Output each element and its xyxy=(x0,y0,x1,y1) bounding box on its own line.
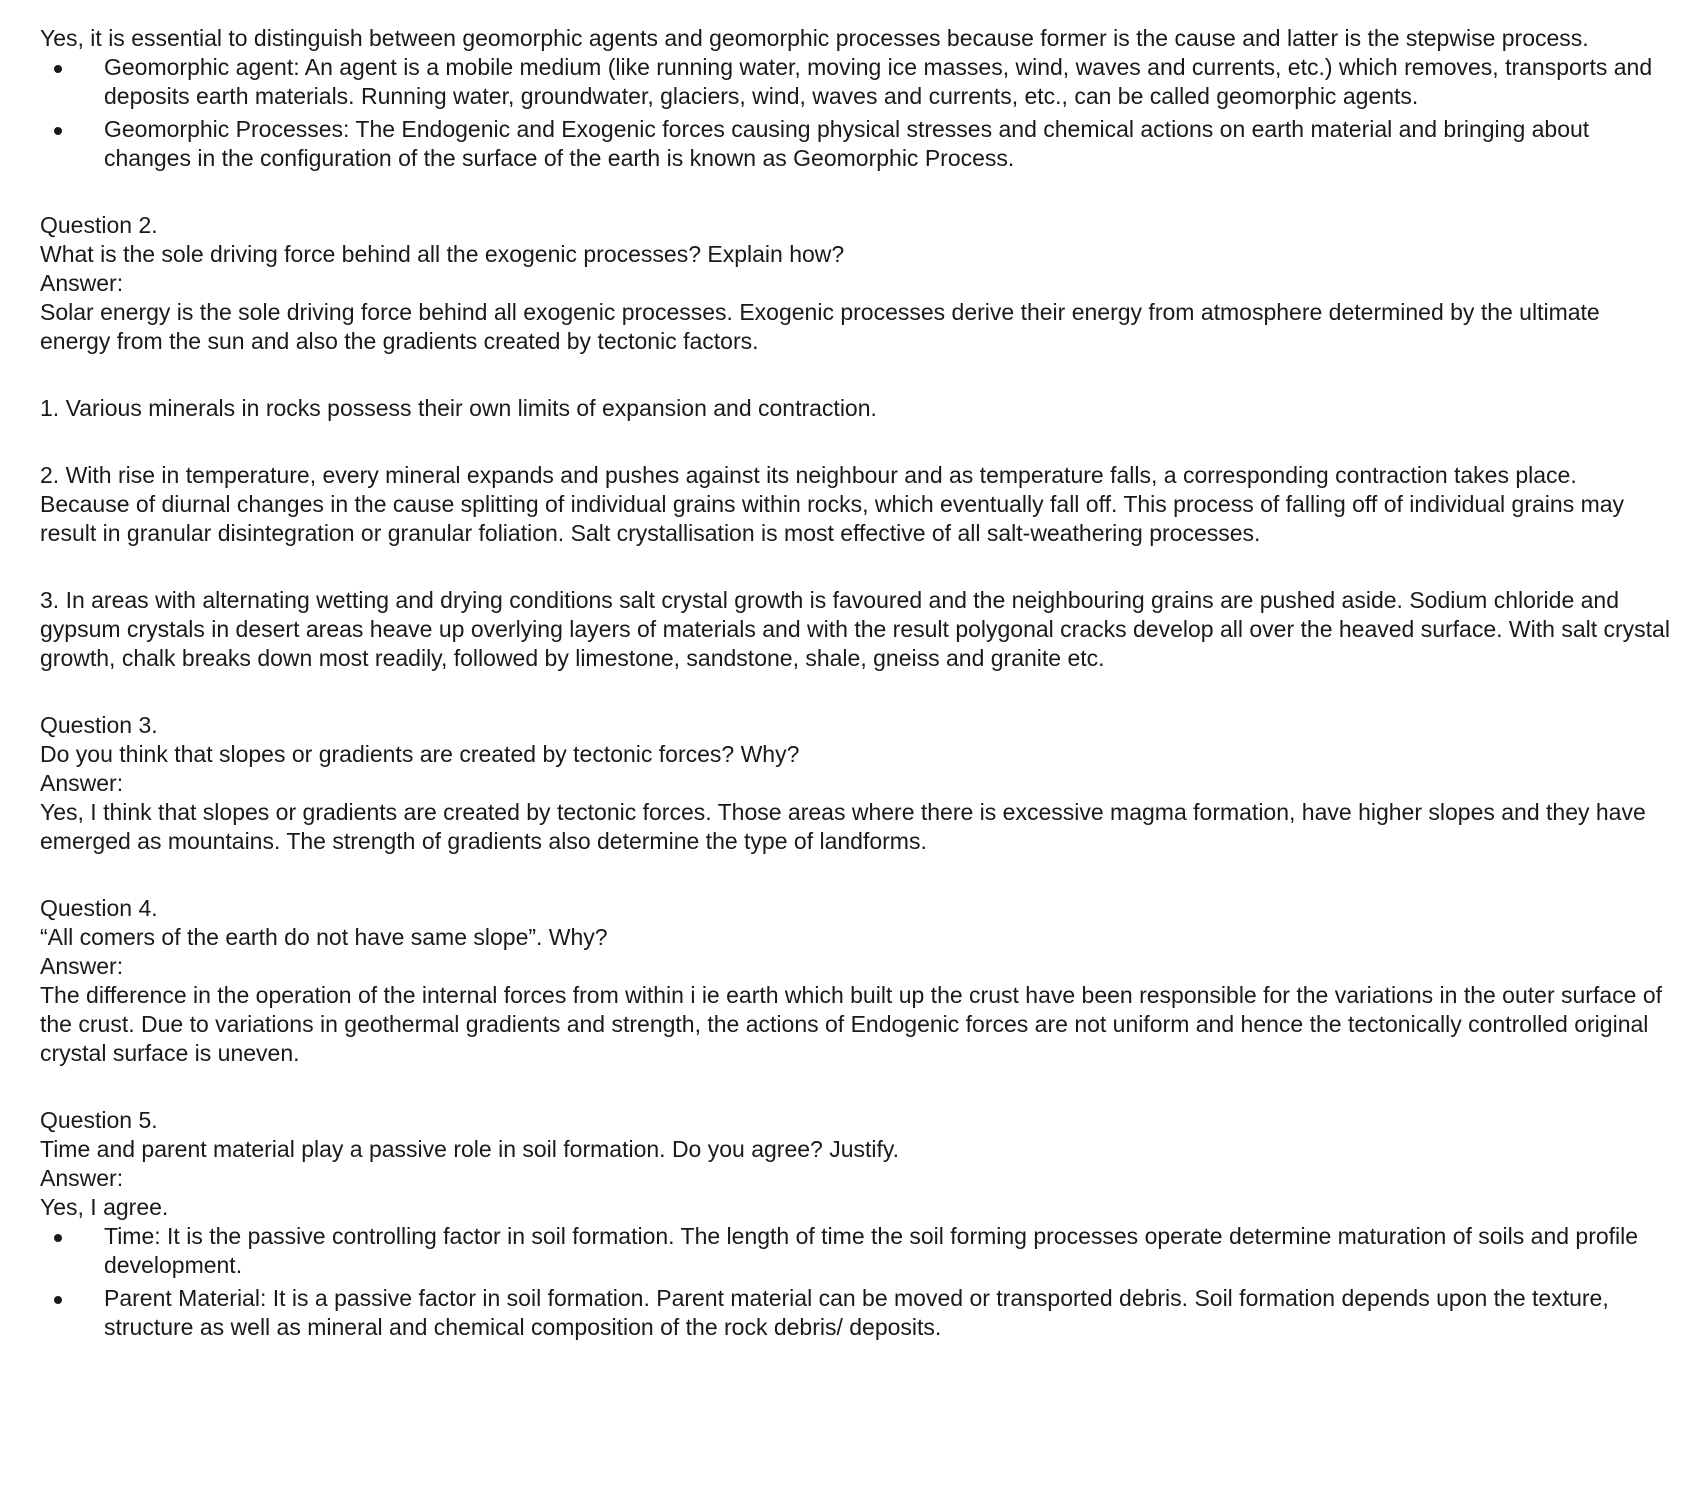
bullet-item-geomorphic-agent xyxy=(40,53,1670,111)
intro-paragraph: Yes, it is essential to distinguish between geomorphic agents and geomorphic processes because former is the cause and latter is the stepwise process. xyxy=(40,25,1589,51)
question-3-answer: Yes, I think that slopes or gradients are created by tectonic forces. Those areas where there is excessive magma formation, have higher slopes and they have emerged as mountains. The strength of gradients also determine the type of landforms. xyxy=(40,799,1646,854)
question-2-text: What is the sole driving force behind all the exogenic processes? Explain how? xyxy=(40,241,845,267)
question-5-text: Time and parent material play a passive role in soil formation. Do you agree? Justify. xyxy=(40,1136,900,1162)
question-2-answer-label: Answer: xyxy=(40,270,124,296)
question-4-section xyxy=(40,894,1670,1068)
question-2-point-1: 1. Various minerals in rocks possess their own limits of expansion and contraction. xyxy=(40,395,877,421)
question-4-text: “All comers of the earth do not have same slope”. Why? xyxy=(40,924,608,950)
question-3-answer-label: Answer: xyxy=(40,770,124,796)
question-3-text: Do you think that slopes or gradients are created by tectonic forces? Why? xyxy=(40,741,800,767)
question-2-point-2: 2. With rise in temperature, every mineral expands and pushes against its neighbour and as temperature falls, a corresponding contraction takes place. Because of diurnal changes in the cause splitting of individual grains within rocks, which eventually fall off. This process of falling off of individual grains may result in granular disintegration or granular foliation. Salt crystallisation is most effective of all salt-weathering processes. xyxy=(40,462,1625,546)
question-2-answer: Solar energy is the sole driving force behind all exogenic processes. Exogenic processes derive their energy from atmosphere determined by the ultimate energy from the sun and also the gradients created by tectonic factors. xyxy=(40,299,1600,354)
question-4-answer: The difference in the operation of the internal forces from within i ie earth which built up the crust have been responsible for the variations in the outer surface of the crust. Due to variations in geothermal gradients and strength, the actions of Endogenic forces are not uniform and hence the tectonically controlled original crystal surface is uneven. xyxy=(40,982,1662,1066)
document-page xyxy=(40,24,1670,1346)
question-5-answer: Yes, I agree. xyxy=(40,1194,169,1220)
question-2-section xyxy=(40,211,1670,673)
bullet-icon xyxy=(54,1234,62,1242)
bullet-text: Geomorphic agent: An agent is a mobile medium (like running water, moving ice masses, wind, waves and currents, etc.) which removes, transports and deposits earth materials. Running water, groundwater, glaciers, wind, waves and currents, etc., can be called geomorphic agents. xyxy=(104,54,1653,109)
bullet-item-geomorphic-processes xyxy=(40,115,1670,173)
intro-bullet-list xyxy=(40,53,1670,173)
question-4-label: Question 4. xyxy=(40,895,158,921)
bullet-icon xyxy=(54,1296,62,1304)
bullet-item-parent-material xyxy=(40,1284,1670,1342)
question-3-label: Question 3. xyxy=(40,712,158,738)
question-5-bullet-list xyxy=(40,1222,1670,1342)
question-2-label: Question 2. xyxy=(40,212,158,238)
question-5-label: Question 5. xyxy=(40,1107,158,1133)
question-5-section xyxy=(40,1106,1670,1342)
bullet-icon xyxy=(54,65,62,73)
bullet-item-time xyxy=(40,1222,1670,1280)
bullet-text: Time: It is the passive controlling factor in soil formation. The length of time the soil forming processes operate determine maturation of soils and profile development. xyxy=(104,1223,1639,1278)
question-2-point-3: 3. In areas with alternating wetting and drying conditions salt crystal growth is favoured and the neighbouring grains are pushed aside. Sodium chloride and gypsum crystals in desert areas heave up overlying layers of materials and with the result polygonal cracks develop all over the heaved surface. With salt crystal growth, chalk breaks down most readily, followed by limestone, sandstone, shale, gneiss and granite etc. xyxy=(40,587,1670,671)
question-4-answer-label: Answer: xyxy=(40,953,124,979)
question-3-section xyxy=(40,711,1670,856)
bullet-icon xyxy=(54,127,62,135)
question-5-answer-label: Answer: xyxy=(40,1165,124,1191)
bullet-text: Parent Material: It is a passive factor in soil formation. Parent material can be moved or transported debris. Soil formation depends upon the texture, structure as well as mineral and chemical composition of the rock debris/ deposits. xyxy=(104,1285,1609,1340)
bullet-text: Geomorphic Processes: The Endogenic and Exogenic forces causing physical stresses and chemical actions on earth material and bringing about changes in the configuration of the surface of the earth is known as Geomorphic Process. xyxy=(104,116,1590,171)
